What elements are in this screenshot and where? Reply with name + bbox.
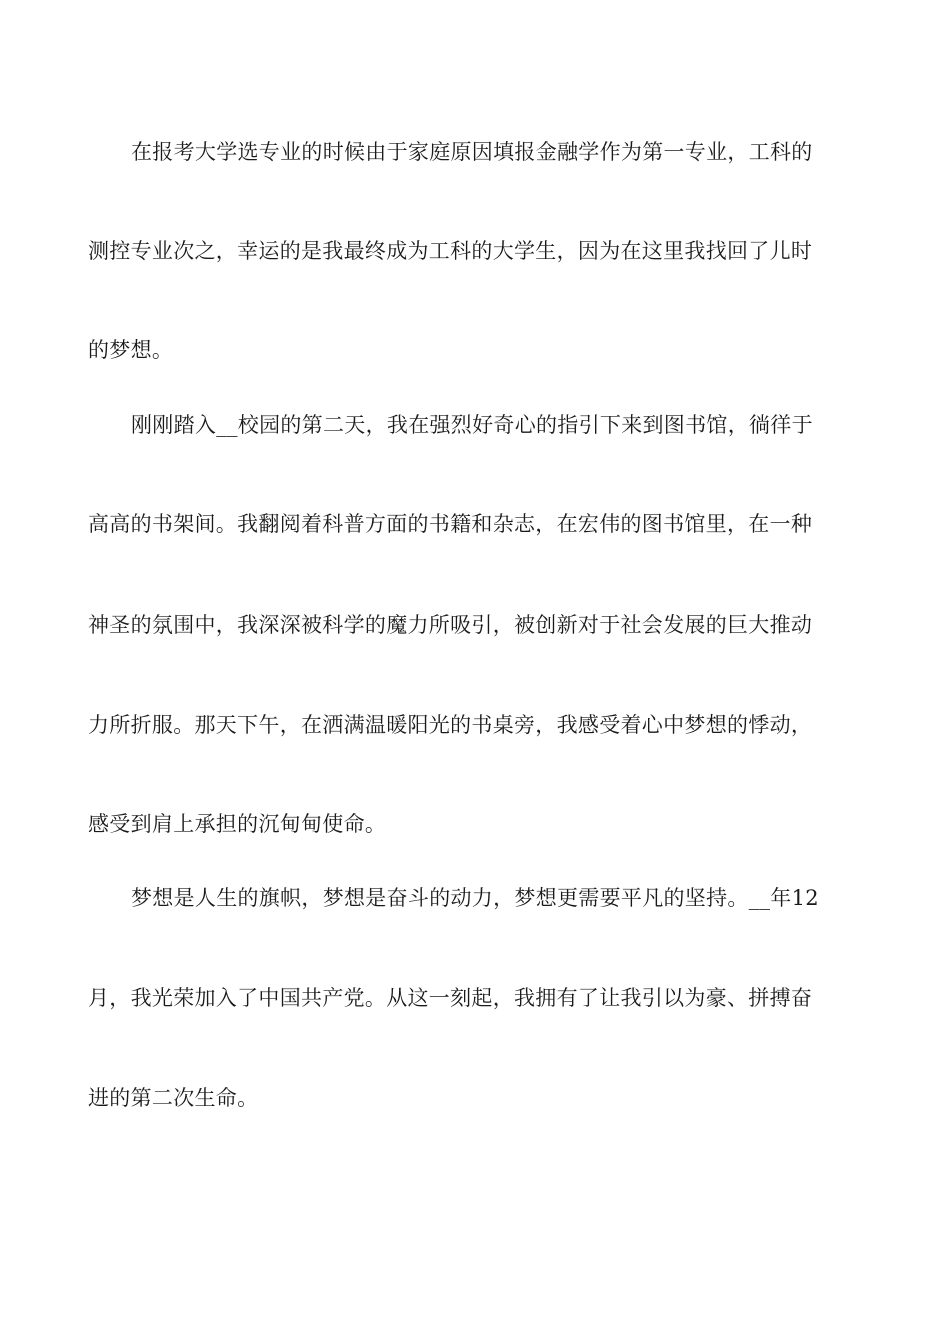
- paragraph-2-line-3: 神圣的氛围中，我深深被科学的魔力所吸引，被创新对于社会发展的巨大推动: [88, 613, 813, 637]
- paragraph-1-line-3: 的梦想。: [88, 338, 174, 362]
- paragraph-2-line-1: 刚刚踏入__校园的第二天，我在强烈好奇心的指引下来到图书馆，徜徉于: [131, 413, 813, 437]
- paragraph-2-line-2: 高高的书架间。我翻阅着科普方面的书籍和杂志，在宏伟的图书馆里，在一种: [88, 512, 813, 536]
- paragraph-3-line-3: 进的第二次生命。: [88, 1086, 259, 1110]
- paragraph-2-line-4: 力所折服。那天下午，在洒满温暖阳光的书桌旁，我感受着心中梦想的悸动，: [88, 713, 813, 737]
- paragraph-1-line-2: 测控专业次之，幸运的是我最终成为工科的大学生，因为在这里我找回了儿时: [88, 239, 813, 263]
- paragraph-2-line-5: 感受到肩上承担的沉甸甸使命。: [88, 812, 387, 836]
- paragraph-3-line-1: 梦想是人生的旗帜，梦想是奋斗的动力，梦想更需要平凡的坚持。__年12: [131, 886, 819, 910]
- paragraph-3-line-2: 月，我光荣加入了中国共产党。从这一刻起，我拥有了让我引以为豪、拼搏奋: [88, 986, 813, 1010]
- paragraph-1-line-1: 在报考大学选专业的时候由于家庭原因填报金融学作为第一专业，工科的: [131, 140, 813, 164]
